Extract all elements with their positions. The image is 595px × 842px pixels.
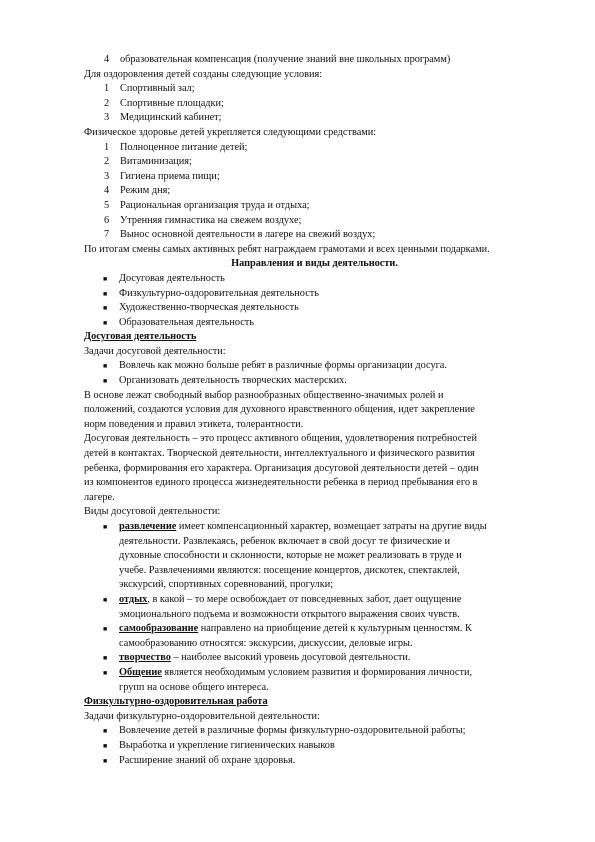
list-item-text: Вынос основной деятельности в лагере на свежий воздух; — [120, 229, 376, 241]
leisure-type-line: групп на основе общего интереса. — [119, 681, 269, 693]
direction-item — [84, 301, 545, 316]
bullet-icon: ■ — [103, 595, 108, 604]
paragraph-line: лагере. — [84, 491, 115, 503]
health-item — [84, 199, 545, 214]
paragraph-line: из компонентов единого процесса жизнедеятельности ребенка в период пребывания его в — [84, 477, 478, 489]
list-number: 4 — [104, 54, 110, 65]
leisure-type-line — [119, 622, 545, 637]
list-item-text: Гигиена приема пищи; — [120, 170, 220, 182]
list-number: 2 — [104, 156, 110, 168]
list-item-text: Физкультурно-оздоровительная деятельность — [119, 287, 319, 299]
paragraph-line: Досуговая деятельность – это процесс активного общения, удовлетворения потребностей — [84, 433, 477, 445]
paragraph-line: положений, создаются условия для духовного нравственного общения, идет закрепление — [84, 404, 475, 416]
sport-task-item — [84, 724, 545, 739]
list-item-text: Вовлечение детей в различные формы физкультурно-оздоровительной работы; — [119, 725, 466, 737]
leisure-type-text: имеет компенсационный характер, возмещает затраты на другие виды — [176, 521, 487, 532]
bullet-icon: ■ — [103, 274, 108, 283]
leisure-type-keyword: творчество — [119, 652, 171, 664]
bullet-icon: ■ — [103, 625, 108, 634]
list-number: 1 — [104, 141, 110, 153]
health-item — [84, 228, 545, 243]
list-number: 7 — [104, 229, 110, 241]
direction-item — [84, 272, 545, 287]
bullet-icon: ■ — [103, 668, 108, 677]
bullet-icon: ■ — [103, 741, 108, 750]
list-item-text: Режим дня; — [120, 185, 171, 197]
leisure-type-item — [84, 666, 545, 695]
health-item — [84, 141, 545, 156]
list-item-text: Организовать деятельность творческих мастерских. — [119, 375, 347, 387]
leisure-type-text: , в какой – то мере освобождает от повседневных забот, дает ощущение — [147, 593, 462, 605]
list-number: 2 — [104, 97, 110, 109]
paragraph-line: детей в контактах. Творческой деятельности, интеллектуального и физического развития — [84, 448, 475, 460]
health-item — [84, 170, 545, 185]
bullet-icon: ■ — [103, 523, 108, 531]
awards-text: По итогам смены самых активных ребят награждаем грамотами и всех ценными подарками. — [84, 243, 490, 255]
numbered-item — [84, 53, 545, 68]
condition-item — [84, 82, 545, 97]
directions-title: Направления и виды деятельности. — [231, 258, 398, 270]
leisure-type-text: направлено на приобщение детей к культурным ценностям. К — [198, 623, 472, 635]
direction-item — [84, 287, 545, 302]
sport-task-item — [84, 754, 545, 769]
paragraph-line: норм поведения и правил этикета, толерантности. — [84, 418, 304, 430]
list-item-text: образовательная компенсация (получение знаний вне школьных программ) — [120, 54, 451, 65]
health-item — [84, 184, 545, 199]
leisure-types-intro: Виды досуговой деятельности: — [84, 506, 221, 518]
leisure-type-line — [119, 651, 545, 666]
health-item — [84, 155, 545, 170]
health-intro: Физическое здоровье детей укрепляется следующими средствами: — [84, 126, 377, 138]
leisure-type-line: деятельности. Развлекаясь, ребенок включает в свой досуг те физические и — [119, 535, 450, 547]
list-item-text: Рациональная организация труда и отдыха; — [120, 199, 310, 211]
list-item-text: Витаминизация; — [120, 156, 192, 168]
leisure-type-line: духовные способности и склонности, которые не может реализовать в труде и — [119, 550, 462, 562]
leisure-type-line — [119, 520, 545, 535]
leisure-type-keyword: отдых — [119, 593, 148, 605]
direction-item — [84, 316, 545, 331]
leisure-task-item — [84, 359, 545, 374]
condition-item — [84, 111, 545, 126]
leisure-heading: Досуговая деятельность — [84, 331, 197, 343]
leisure-type-item — [84, 520, 545, 593]
bullet-icon: ■ — [103, 756, 108, 765]
sport-tasks-intro: Задачи физкультурно-оздоровительной деятельности: — [84, 710, 320, 722]
leisure-type-item — [84, 622, 545, 651]
bullet-icon: ■ — [103, 377, 108, 386]
list-item-text: Утренняя гимнастика на свежем воздухе; — [120, 214, 302, 226]
leisure-type-keyword: Общение — [119, 666, 162, 678]
bullet-icon: ■ — [103, 318, 108, 327]
list-item-text: Образовательная деятельность — [119, 316, 255, 328]
list-number: 3 — [104, 170, 110, 182]
conditions-intro: Для оздоровления детей созданы следующие условия: — [84, 68, 323, 80]
list-number: 4 — [104, 185, 110, 197]
leisure-type-text: является необходимым условием развития и формирования личности, — [161, 666, 473, 678]
leisure-type-keyword: развлечение — [119, 521, 177, 532]
list-item-text: Медицинский кабинет; — [120, 112, 222, 124]
bullet-icon: ■ — [103, 289, 108, 298]
bullet-icon: ■ — [103, 654, 108, 663]
health-item — [84, 214, 545, 229]
leisure-type-text: – наиболее высокий уровень досуговой деятельности. — [170, 652, 411, 664]
paragraph-line: ребенка, формирования его характера. Организация досуговой деятельности детей – один — [84, 462, 479, 474]
list-item-text: Расширение знаний об охране здоровья. — [119, 754, 296, 766]
bullet-icon: ■ — [103, 304, 108, 313]
list-item-text: Спортивный зал; — [120, 83, 195, 95]
sport-task-item — [84, 739, 545, 754]
leisure-type-line: учебе. Развлечениями являются: посещение концертов, дискотек, спектаклей, — [119, 564, 460, 576]
list-number: 5 — [104, 199, 110, 211]
paragraph-line: В основе лежат свободный выбор разнообразных общественно-значимых ролей и — [84, 389, 444, 401]
list-item-text: Досуговая деятельность — [119, 272, 225, 284]
leisure-type-line: эмоционального подъема и возможности открытого выражения своих чувств. — [119, 608, 460, 620]
leisure-type-line — [119, 593, 545, 608]
list-number: 1 — [104, 83, 110, 95]
leisure-task-item — [84, 374, 545, 389]
list-item-text: Выработка и укрепление гигиенических навыков — [119, 739, 335, 751]
leisure-type-line — [119, 666, 545, 681]
list-number: 3 — [104, 112, 110, 124]
list-item-text: Художественно-творческая деятельность — [119, 302, 299, 314]
list-item-text: Вовлечь как можно больше ребят в различные формы организации досуга. — [119, 360, 447, 372]
leisure-type-item — [84, 593, 545, 622]
leisure-type-line: экскурсий, спортивных соревнований, прогулки; — [119, 579, 334, 591]
list-item-text: Полноценное питание детей; — [120, 141, 248, 153]
bullet-icon: ■ — [103, 727, 108, 736]
leisure-tasks-intro: Задачи досуговой деятельности: — [84, 345, 226, 357]
leisure-type-item — [84, 651, 545, 666]
bullet-icon: ■ — [103, 362, 108, 371]
condition-item — [84, 97, 545, 112]
sport-heading: Физкультурно-оздоровительная работа — [84, 696, 268, 708]
leisure-type-line: самообразованию относятся: экскурсии, дискуссии, деловые игры. — [119, 637, 413, 649]
list-number: 6 — [104, 214, 110, 226]
leisure-type-keyword: самообразование — [119, 623, 199, 635]
list-item-text: Спортивные площадки; — [120, 97, 224, 109]
